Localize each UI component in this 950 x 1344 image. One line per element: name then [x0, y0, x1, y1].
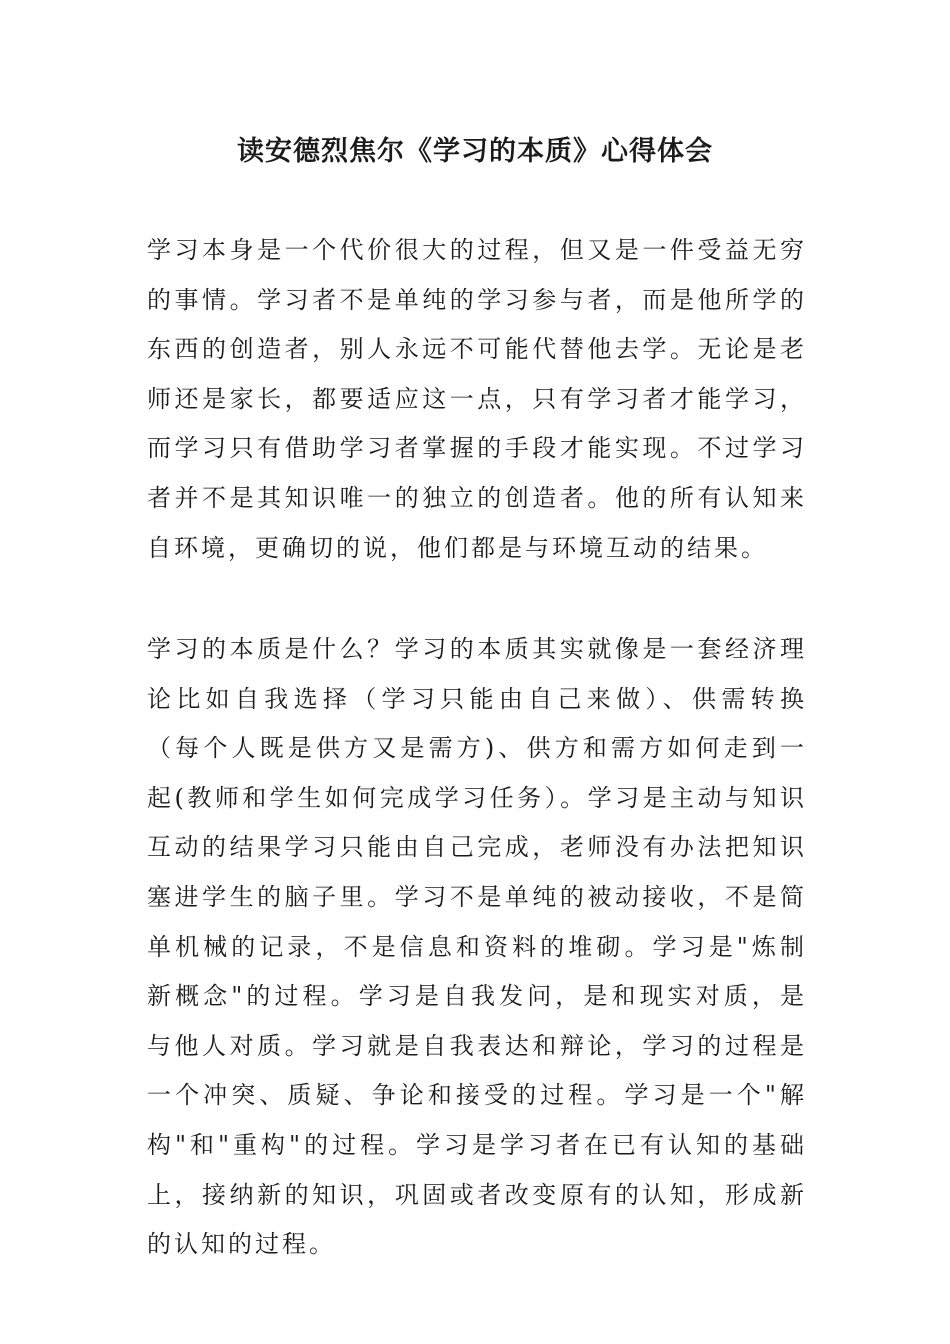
paragraph-1: 学习本身是一个代价很大的过程，但又是一件受益无穷的事情。学习者不是单纯的学习参与者，而是他所学的东西的创造者，别人永远不可能代替他去学。无论是老师还是家长，都要适应这一点，只有学习者才能学习，而学习只有借助学习者掌握的手段才能实现。不过学习者并不是其知识唯一的独立的创造者。他的所有认知来自环境，更确切的说，他们都是与环境互动的结果。: [147, 236, 807, 562]
document-title: 读安德烈焦尔《学习的本质》心得体会: [237, 136, 713, 167]
paragraph-2: 学习的本质是什么？学习的本质其实就像是一套经济理论比如自我选择（学习只能由自己来做）、供需转换（每个人既是供方又是需方)、供方和需方如何走到一起(教师和学生如何完成学习任务）。学习是主动与知识互动的结果学习只能由自己完成，老师没有办法把知识塞进学生的脑子里。学习不是单纯的被动接收，不是简单机械的记录，不是信息和资料的堆砌。学习是"炼制新概念"的过程。学习是自我发问，是和现实对质，是与他人对质。学习就是自我表达和辩论，学习的过程是一个冲突、质疑、争论和接受的过程。学习是一个"解构"和"重构"的过程。学习是学习者在已有认知的基础上，接纳新的知识，巩固或者改变原有的认知，形成新的认知的过程。: [147, 635, 807, 1259]
